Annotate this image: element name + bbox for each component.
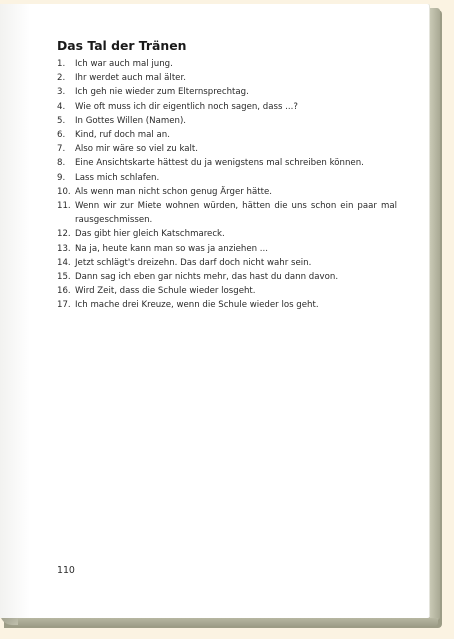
- list-item: [57, 114, 397, 128]
- list-item-text: Ich mache drei Kreuze, wenn die Schule wieder los geht.: [75, 300, 319, 311]
- list-item-text: Also mir wäre so viel zu kalt.: [75, 144, 199, 155]
- list-item-number: 8.: [57, 158, 66, 169]
- list-item-text: Ihr werdet auch mal älter.: [75, 73, 186, 84]
- list-item-text: Lass mich schlafen.: [75, 172, 160, 183]
- list-item-text: Kind, ruf doch mal an.: [75, 130, 170, 141]
- numbered-list: [57, 57, 397, 313]
- list-item-text: Wenn wir zur Miete wohnen würden, hätten die uns schon ein paar mal rausgeschmissen.: [75, 201, 397, 226]
- list-item-text: Als wenn man nicht schon genug Ärger hätte.: [75, 186, 272, 197]
- list-item-number: 7.: [57, 144, 66, 155]
- list-item: [57, 199, 397, 227]
- list-item-text: Das gibt hier gleich Katschmareck.: [75, 229, 225, 240]
- list-item-text: Dann sag ich eben gar nichts mehr, das hast du dann davon.: [75, 272, 339, 283]
- list-item: [57, 128, 397, 142]
- list-item: [57, 156, 397, 170]
- list-item-number: 6.: [57, 130, 66, 141]
- list-item: [57, 298, 397, 312]
- list-item-text: Ich geh nie wieder zum Elternsprechtag.: [75, 87, 249, 98]
- list-item-number: 15.: [57, 272, 71, 283]
- list-item: [57, 71, 397, 85]
- list-item: [57, 284, 397, 298]
- list-item-number: 17.: [57, 300, 71, 311]
- list-item-text: Jetzt schlägt's dreizehn. Das darf doch nicht wahr sein.: [75, 257, 312, 268]
- list-item: [57, 227, 397, 241]
- list-item-text: Na ja, heute kann man so was ja anziehen ...: [75, 243, 269, 254]
- page-content: [57, 38, 397, 313]
- list-item-number: 10.: [57, 186, 71, 197]
- list-item-number: 5.: [57, 115, 66, 126]
- page-stack-edge-right: [430, 8, 440, 620]
- list-item-text: In Gottes Willen (Namen).: [75, 115, 187, 126]
- list-item: [57, 85, 397, 99]
- list-item-text: Ich war auch mal jung.: [75, 59, 173, 69]
- list-item: [57, 242, 397, 256]
- list-item: [57, 57, 397, 71]
- list-item-number: 3.: [57, 87, 66, 98]
- list-item-number: 4.: [57, 101, 66, 112]
- list-item-number: 16.: [57, 286, 71, 297]
- list-item: [57, 171, 397, 185]
- book-page: [0, 4, 430, 618]
- list-item: [57, 270, 397, 284]
- list-item: [57, 185, 397, 199]
- list-item-number: 2.: [57, 73, 66, 84]
- list-item: [57, 100, 397, 114]
- list-item-number: 12.: [57, 229, 71, 240]
- list-item-number: 1.: [57, 59, 66, 69]
- page-stack-edge-bottom: [10, 618, 438, 626]
- list-item: [57, 256, 397, 270]
- list-item-number: 14.: [57, 257, 71, 268]
- list-item-number: 13.: [57, 243, 71, 254]
- list-item-text: Eine Ansichtskarte hättest du ja wenigstens mal schreiben können.: [75, 158, 364, 169]
- list-item-number: 9.: [57, 172, 66, 183]
- list-item-text: Wie oft muss ich dir eigentlich noch sagen, dass ...?: [75, 101, 298, 112]
- page-title: Das Tal der Tränen: [57, 38, 187, 53]
- page-number: 110: [57, 565, 75, 576]
- list-item: [57, 142, 397, 156]
- list-item-number: 11.: [57, 201, 71, 212]
- list-item-text: Wird Zeit, dass die Schule wieder losgeht.: [75, 286, 256, 297]
